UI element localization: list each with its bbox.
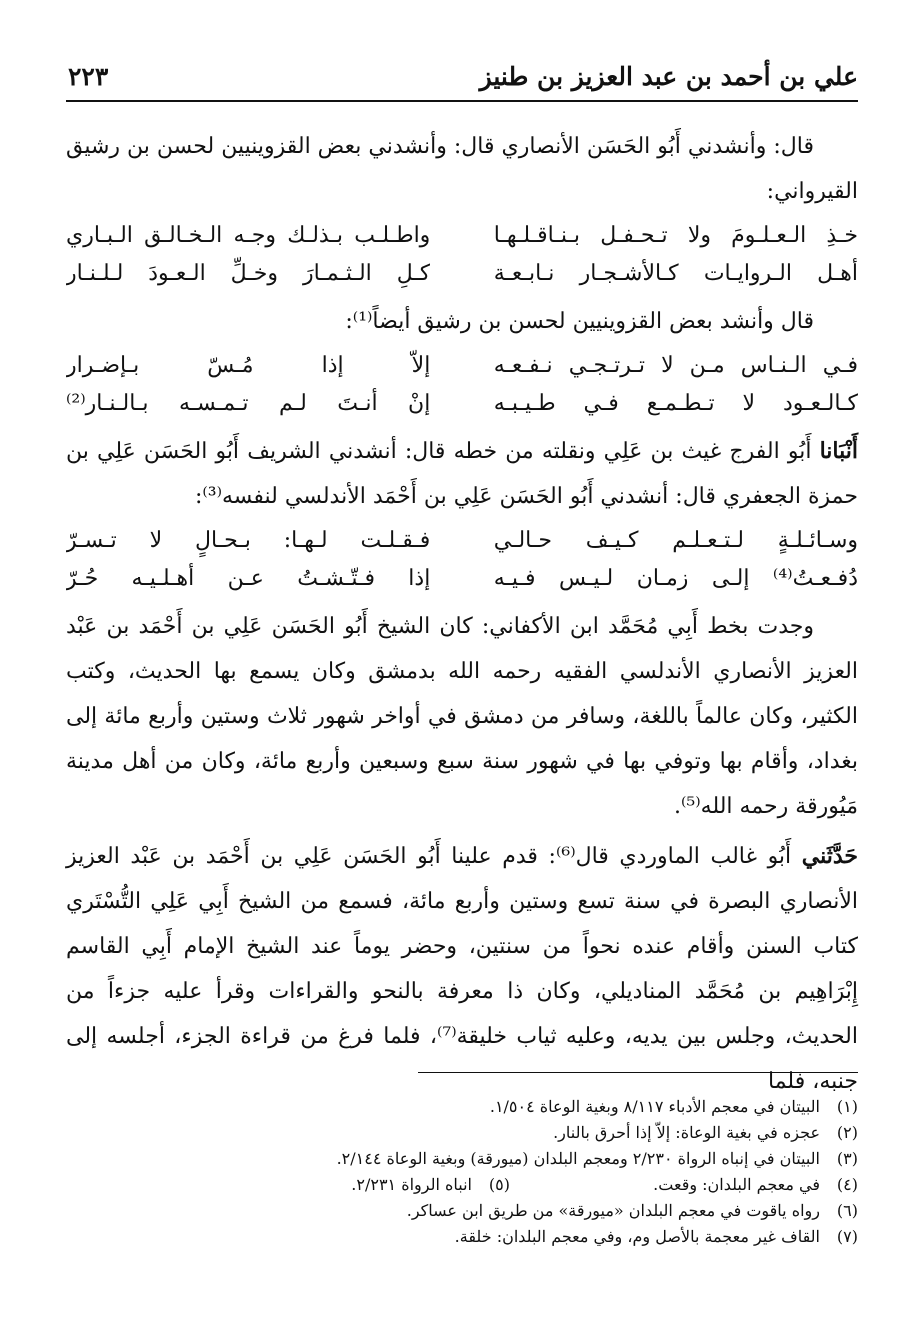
poem-3: [66, 522, 858, 598]
footnote: [66, 1094, 858, 1120]
footnote-text: في معجم البلدان: وقعت.: [653, 1175, 820, 1194]
footnote-number: (٧): [836, 1227, 858, 1246]
poem-1: [66, 217, 858, 293]
footnote: [66, 1172, 858, 1198]
verse-second-hemistich: إلاّ إذا مُـسّ بـإضـرار: [66, 353, 431, 378]
footnote-text: انباه الرواة ٢/٢٣١.: [351, 1175, 472, 1194]
verse-second-hemistich: إنْ أنـتَ لـم تـمـسـه بـالـنـار⁽²⁾: [66, 391, 431, 416]
verse-line: [66, 560, 858, 598]
narration-lead: أَنْبَانا: [819, 438, 858, 464]
footnote-number: (٢): [836, 1123, 858, 1142]
verse-second-hemistich: واطـلـب بـذلـك وجـه الـخـالـق الـبـاري: [66, 223, 431, 248]
footnote-number: (٦): [836, 1201, 858, 1220]
footnote: [66, 1146, 858, 1172]
paragraph-3-text: أَبُو الفرج غيث بن عَلِي ونقلته من خطه قال: أنشدني الشريف أَبُو الحَسَن عَلِي بن حمزة الجعفري قال: أنشدني أَبُو الحَسَن عَلِي بن أَحْمَد الأندلسي لنفسه⁽³⁾:: [66, 439, 858, 509]
paragraph-5-text: أَبُو غالب الماوردي قال⁽⁶⁾: قدم علينا أَبُو الحَسَن عَلِي بن أَحْمَد بن عَبْد العزيز الأنصاري البصرة في سنة تسع وستين وأربع مائة، فسمع من الشيخ أَبِي عَلِي التُّسْتَري كتاب السنن وأقام عنده نحواً من سنتين، وحضر يوماً عند الشيخ الإمام أَبِي القاسم إِبْرَاهِيم بن مُحَمَّد المناديلي، وكان ذا معرفة بالنحو والقراءات وقرأ عليه جزءاً من الحديث، وجلس بين يديه، وعليه ثياب خليقة⁽⁷⁾، فلما فرغ من قراءة الجزء، أجلسه إلى جنبه، فلما: [66, 844, 858, 1094]
verse-second-hemistich: كـلِ الـثـمـارَ وخـلِّ الـعـودَ لـلـنـار: [66, 261, 431, 286]
footnotes: [66, 1094, 858, 1250]
footnote-text: البيتان في معجم الأدباء ٨/١١٧ وبغية الوعاة ١/٥٠٤.: [489, 1097, 820, 1116]
paragraph-3: [66, 429, 858, 519]
header-rule: [66, 100, 858, 102]
footnote: [66, 1120, 858, 1146]
page-number: ٢٢٣: [68, 62, 109, 91]
footnote: [66, 1224, 858, 1250]
footnote-number: (١): [836, 1097, 858, 1116]
verse-first-hemistich: كـالـعـود لا تـطـمـع فـي طـيـبـه: [493, 391, 858, 416]
footnote-rule: [418, 1072, 858, 1073]
verse-first-hemistich: دُفـعـتُ⁽⁴⁾ إلـى زمـان لـيـس فـيـه: [493, 566, 858, 591]
narration-lead: حَدَّثَني: [801, 843, 859, 869]
poem-2: [66, 347, 858, 423]
footnote-number: (٤): [836, 1175, 858, 1194]
header-title: علي بن أحمد بن عبد العزيز بن طنيز: [479, 62, 858, 91]
running-header: [66, 58, 858, 102]
footnote-text: رواه ياقوت في معجم البلدان «ميورقة» من طريق ابن عساكر.: [406, 1201, 820, 1220]
verse-first-hemistich: فـي الـنـاس مـن لا تـرتـجـي نـفـعـه: [493, 353, 858, 378]
verse-first-hemistich: أهـل الـروايـات كـالأشـجـار نـابـعـة: [493, 261, 858, 286]
verse-second-hemistich: إذا فـتّـشـتُ عـن أهـلـيـه حُـرّ: [66, 566, 431, 591]
footnote-text: عجزه في بغية الوعاة: إلاّ إذا أحرق بالنار.: [553, 1123, 820, 1142]
footnote-text: البيتان في إنباه الرواة ٢/٢٣٠ ومعجم البلدان (ميورقة) وبغية الوعاة ٢/١٤٤.: [336, 1149, 820, 1168]
verse-line: [66, 347, 858, 385]
footnote: [66, 1198, 858, 1224]
verse-first-hemistich: وسـائـلـةٍ لـتـعـلـم كـيـف حـالـي: [493, 528, 858, 553]
main-text: [66, 124, 858, 1104]
verse-line: [66, 217, 858, 255]
footnote-number: (٥): [488, 1175, 510, 1194]
footnote-number: (٣): [836, 1149, 858, 1168]
paragraph-1: قال: وأنشدني أَبُو الحَسَن الأنصاري قال: وأنشدني بعض القزوينيين لحسن بن رشيق القيرواني:: [66, 134, 858, 204]
verse-second-hemistich: فـقـلـت لـهـا: بـحـالٍ لا تـسـرّ: [66, 528, 431, 553]
paragraph-2: قال وأنشد بعض القزوينيين لحسن بن رشيق أيضاً⁽¹⁾:: [345, 309, 814, 334]
verse-line: [66, 385, 858, 423]
paragraph-4: وجدت بخط أَبِي مُحَمَّد ابن الأكفاني: كان الشيخ أَبُو الحَسَن عَلِي بن أَحْمَد بن عَبْد العزيز الأنصاري الأندلسي الفقيه رحمه الله بدمشق وكان يسمع بها الحديث، وكتب الكثير، وكان عالماً باللغة، وسافر من دمشق في أواخر شهور ثلاث وستين وأربع مائة إلى بغداد، وأقام بها وتوفي بها في شهور سنة سبع وسبعين وأربع مائة، وكان من أهل مدينة مَيُورقة رحمه الله⁽⁵⁾.: [66, 614, 858, 819]
verse-line: [66, 522, 858, 560]
paragraph-5: [66, 834, 858, 1104]
verse-first-hemistich: خـذِ الـعـلـومَ ولا تـحـفـل بـنـاقـلـهـا: [493, 223, 858, 248]
verse-line: [66, 255, 858, 293]
footnote-text: القاف غير معجمة بالأصل وم، وفي معجم البلدان: خلقة.: [454, 1227, 820, 1246]
